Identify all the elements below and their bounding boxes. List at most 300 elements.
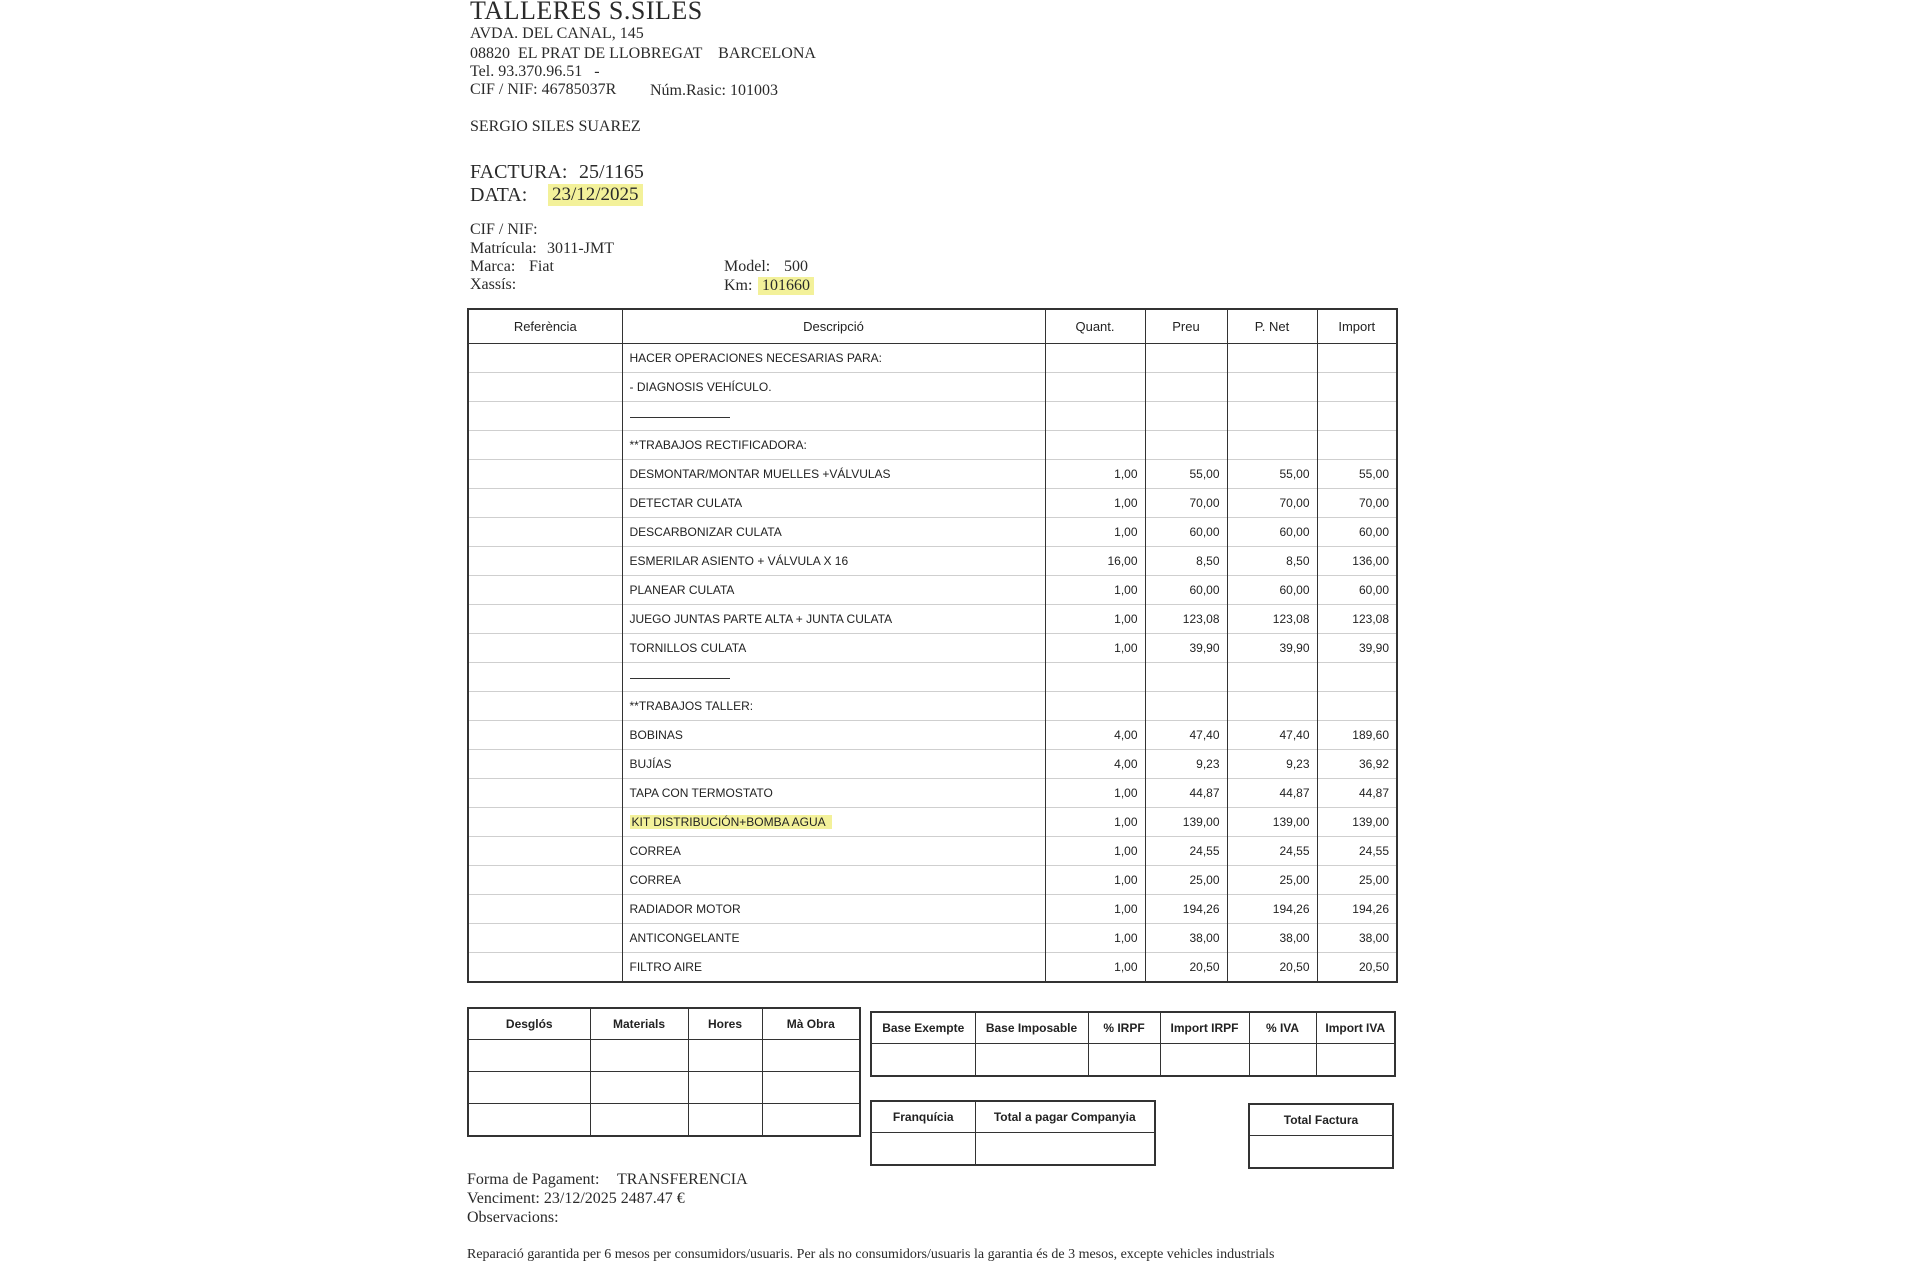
quantity-cell — [1045, 837, 1145, 866]
price-cell — [1145, 634, 1227, 663]
table-row — [468, 953, 1397, 983]
price-cell — [1145, 547, 1227, 576]
description-cell — [622, 431, 1045, 460]
description-cell-text: CORREA — [629, 844, 681, 858]
price-cell — [1145, 518, 1227, 547]
quantity-cell — [1045, 721, 1145, 750]
quantity-cell — [1045, 431, 1145, 460]
net-price-cell — [1227, 779, 1317, 808]
company-total-header: Total a pagar Companyia — [975, 1101, 1155, 1133]
km-label: Km: — [724, 277, 753, 294]
table-row — [468, 924, 1397, 953]
price-cell-text: 194,26 — [1182, 902, 1220, 916]
quantity-cell — [1045, 489, 1145, 518]
reference-cell — [468, 576, 622, 605]
model-value: 500 — [784, 258, 808, 275]
price-cell-text: 20,50 — [1189, 960, 1220, 974]
net-price-cell — [1227, 373, 1317, 402]
col-header-description: Descripció — [622, 309, 1045, 344]
net-price-cell — [1227, 663, 1317, 692]
table-row — [468, 837, 1397, 866]
description-cell — [622, 663, 1045, 692]
price-cell-text: 9,23 — [1196, 757, 1220, 771]
table-body — [468, 344, 1397, 983]
breakdown-cell — [762, 1072, 860, 1104]
amount-cell-text: 123,08 — [1352, 612, 1389, 626]
net-price-cell — [1227, 489, 1317, 518]
price-cell-text: 139,00 — [1182, 815, 1220, 829]
franchise-table — [870, 1100, 1156, 1166]
net-price-cell — [1227, 576, 1317, 605]
tax-cell — [975, 1044, 1088, 1077]
price-cell-text: 55,00 — [1189, 467, 1220, 481]
net-price-cell-text: 55,00 — [1279, 467, 1310, 481]
reference-cell — [468, 344, 622, 373]
description-cell-text: DESMONTAR/MONTAR MUELLES +VÁLVULAS — [629, 467, 891, 481]
description-cell — [622, 750, 1045, 779]
amount-cell — [1317, 576, 1397, 605]
reference-cell — [468, 518, 622, 547]
net-price-cell-text: 123,08 — [1272, 612, 1310, 626]
company-phone: Tel. 93.370.96.51 - — [470, 63, 600, 80]
quantity-cell-text: 1,00 — [1114, 960, 1138, 974]
plate-value: 3011-JMT — [547, 240, 614, 257]
description-cell — [622, 402, 1045, 431]
total-invoice-cell — [1249, 1136, 1393, 1169]
net-price-cell — [1227, 750, 1317, 779]
vat-percent-header: % IVA — [1249, 1012, 1316, 1044]
description-cell-text: BUJÍAS — [629, 757, 672, 771]
reference-cell — [468, 866, 622, 895]
quantity-cell-text: 1,00 — [1114, 873, 1138, 887]
price-cell — [1145, 837, 1227, 866]
tax-cell — [871, 1044, 975, 1077]
invoice-date-label: DATA: — [470, 184, 528, 206]
amount-cell-text: 44,87 — [1358, 786, 1389, 800]
table-row — [468, 663, 1397, 692]
company-name: TALLERES S.SILES — [470, 0, 703, 25]
tax-cell — [1088, 1044, 1160, 1077]
quantity-cell-text: 4,00 — [1114, 728, 1138, 742]
price-cell — [1145, 953, 1227, 983]
price-cell — [1145, 750, 1227, 779]
breakdown-cell — [762, 1104, 860, 1137]
breakdown-cell — [762, 1040, 860, 1072]
labour-header: Mà Obra — [762, 1008, 860, 1040]
reference-cell — [468, 721, 622, 750]
base-exempt-header: Base Exempte — [871, 1012, 975, 1044]
breakdown-cell — [468, 1040, 590, 1072]
description-cell — [622, 779, 1045, 808]
price-cell-text: 25,00 — [1189, 873, 1220, 887]
price-cell — [1145, 924, 1227, 953]
quantity-cell-text: 1,00 — [1114, 641, 1138, 655]
amount-cell — [1317, 431, 1397, 460]
quantity-cell — [1045, 518, 1145, 547]
quantity-cell — [1045, 663, 1145, 692]
breakdown-cell — [468, 1104, 590, 1137]
amount-cell-text: 194,26 — [1352, 902, 1389, 916]
price-cell-text: 38,00 — [1189, 931, 1220, 945]
invoice-number: 25/1165 — [579, 161, 644, 183]
quantity-cell — [1045, 460, 1145, 489]
quantity-cell — [1045, 576, 1145, 605]
net-price-cell-text: 25,00 — [1279, 873, 1310, 887]
amount-cell-text: 55,00 — [1358, 467, 1389, 481]
price-cell — [1145, 779, 1227, 808]
invoice-date: 23/12/2025 — [548, 184, 643, 206]
net-price-cell — [1227, 547, 1317, 576]
net-price-cell-text: 20,50 — [1279, 960, 1310, 974]
price-cell — [1145, 460, 1227, 489]
table-row — [468, 489, 1397, 518]
description-cell — [622, 547, 1045, 576]
amount-cell — [1317, 460, 1397, 489]
net-price-cell-text: 44,87 — [1279, 786, 1310, 800]
price-cell — [1145, 692, 1227, 721]
table-row — [468, 576, 1397, 605]
quantity-cell — [1045, 779, 1145, 808]
reference-cell — [468, 837, 622, 866]
description-cell-text: CORREA — [629, 873, 681, 887]
reference-cell — [468, 895, 622, 924]
net-price-cell-text: 8,50 — [1286, 554, 1310, 568]
net-price-cell — [1227, 518, 1317, 547]
total-invoice-header: Total Factura — [1249, 1104, 1393, 1136]
tax-table — [870, 1011, 1396, 1077]
col-header-net-price: P. Net — [1227, 309, 1317, 344]
breakdown-cell — [590, 1104, 688, 1137]
reference-cell — [468, 750, 622, 779]
description-cell — [622, 460, 1045, 489]
net-price-cell — [1227, 431, 1317, 460]
tax-cell — [1316, 1044, 1395, 1077]
reference-cell — [468, 692, 622, 721]
description-cell — [622, 344, 1045, 373]
amount-cell-text: 39,90 — [1358, 641, 1389, 655]
plate-label: Matrícula: — [470, 240, 537, 257]
franchise-cell — [871, 1133, 975, 1166]
breakdown-cell — [688, 1072, 762, 1104]
company-address: AVDA. DEL CANAL, 145 — [470, 25, 644, 42]
brand-value: Fiat — [529, 258, 554, 275]
amount-cell-text: 136,00 — [1352, 554, 1389, 568]
amount-cell — [1317, 924, 1397, 953]
invoice-items-table — [467, 308, 1398, 983]
description-cell-text: RADIADOR MOTOR — [629, 902, 741, 916]
amount-cell — [1317, 692, 1397, 721]
reference-cell — [468, 779, 622, 808]
breakdown-cell — [590, 1072, 688, 1104]
description-cell-text: DETECTAR CULATA — [629, 496, 743, 510]
description-cell — [622, 721, 1045, 750]
quantity-cell — [1045, 692, 1145, 721]
quantity-cell — [1045, 895, 1145, 924]
reference-cell — [468, 663, 622, 692]
materials-header: Materials — [590, 1008, 688, 1040]
price-cell-text: 24,55 — [1189, 844, 1220, 858]
franchise-header: Franquícia — [871, 1101, 975, 1133]
price-cell — [1145, 721, 1227, 750]
table-row — [468, 344, 1397, 373]
description-cell-text: TORNILLOS CULATA — [629, 641, 747, 655]
description-cell — [622, 924, 1045, 953]
payment-method-label: Forma de Pagament: — [467, 1171, 600, 1188]
chassis-label: Xassís: — [470, 276, 517, 293]
table-row — [468, 634, 1397, 663]
price-cell — [1145, 576, 1227, 605]
amount-cell — [1317, 663, 1397, 692]
net-price-cell — [1227, 460, 1317, 489]
net-price-cell-text: 9,23 — [1286, 757, 1310, 771]
description-cell — [622, 895, 1045, 924]
total-table — [1248, 1103, 1394, 1169]
description-cell-text: KIT DISTRIBUCIÓN+BOMBA AGUA — [630, 815, 832, 829]
net-price-cell-text: 38,00 — [1279, 931, 1310, 945]
net-price-cell — [1227, 344, 1317, 373]
brand-label: Marca: — [470, 258, 516, 275]
net-price-cell-text: 24,55 — [1279, 844, 1310, 858]
irpf-percent-header: % IRPF — [1088, 1012, 1160, 1044]
reference-cell — [468, 373, 622, 402]
amount-cell — [1317, 808, 1397, 837]
price-cell — [1145, 402, 1227, 431]
amount-cell — [1317, 547, 1397, 576]
vat-amount-header: Import IVA — [1316, 1012, 1395, 1044]
net-price-cell — [1227, 605, 1317, 634]
description-cell-text: **TRABAJOS RECTIFICADORA: — [629, 438, 807, 452]
reference-cell — [468, 489, 622, 518]
reference-cell — [468, 924, 622, 953]
description-cell — [622, 808, 1045, 837]
tax-cell — [1249, 1044, 1316, 1077]
net-price-cell — [1227, 721, 1317, 750]
net-price-cell — [1227, 692, 1317, 721]
reference-cell — [468, 431, 622, 460]
price-cell-text: 44,87 — [1189, 786, 1220, 800]
quantity-cell — [1045, 866, 1145, 895]
table-row — [468, 895, 1397, 924]
amount-cell — [1317, 402, 1397, 431]
reference-cell — [468, 402, 622, 431]
quantity-cell-text: 1,00 — [1114, 786, 1138, 800]
net-price-cell — [1227, 634, 1317, 663]
hours-header: Hores — [688, 1008, 762, 1040]
description-cell — [622, 837, 1045, 866]
net-price-cell-text: 39,90 — [1279, 641, 1310, 655]
quantity-cell-text: 1,00 — [1114, 467, 1138, 481]
net-price-cell — [1227, 837, 1317, 866]
irpf-amount-header: Import IRPF — [1160, 1012, 1249, 1044]
table-row — [468, 460, 1397, 489]
table-header-row — [468, 309, 1397, 344]
quantity-cell-text: 1,00 — [1114, 496, 1138, 510]
amount-cell — [1317, 344, 1397, 373]
quantity-cell-text: 1,00 — [1114, 902, 1138, 916]
breakdown-cell — [590, 1040, 688, 1072]
amount-cell — [1317, 750, 1397, 779]
reference-cell — [468, 808, 622, 837]
quantity-cell — [1045, 634, 1145, 663]
description-cell-text: BOBINAS — [629, 728, 683, 742]
net-price-cell-text: 139,00 — [1272, 815, 1310, 829]
col-header-reference: Referència — [468, 309, 622, 344]
km-value: 101660 — [758, 277, 814, 295]
quantity-cell-text: 1,00 — [1114, 815, 1138, 829]
table-row — [468, 779, 1397, 808]
amount-cell — [1317, 779, 1397, 808]
net-price-cell — [1227, 808, 1317, 837]
amount-cell-text: 38,00 — [1358, 931, 1389, 945]
description-cell-text: JUEGO JUNTAS PARTE ALTA + JUNTA CULATA — [629, 612, 893, 626]
price-cell-text: 47,40 — [1189, 728, 1220, 742]
quantity-cell-text: 16,00 — [1107, 554, 1138, 568]
table-row — [468, 518, 1397, 547]
table-row — [468, 692, 1397, 721]
company-owner: SERGIO SILES SUAREZ — [470, 118, 641, 135]
payment-method: TRANSFERENCIA — [617, 1171, 748, 1188]
net-price-cell — [1227, 953, 1317, 983]
price-cell-text: 123,08 — [1182, 612, 1220, 626]
description-cell — [622, 518, 1045, 547]
quantity-cell-text: 1,00 — [1114, 612, 1138, 626]
tax-cell — [1160, 1044, 1249, 1077]
quantity-cell — [1045, 750, 1145, 779]
description-cell — [622, 866, 1045, 895]
separator-line — [630, 416, 730, 418]
amount-cell-text: 24,55 — [1358, 844, 1389, 858]
amount-cell — [1317, 634, 1397, 663]
reference-cell — [468, 605, 622, 634]
description-cell-text: TAPA CON TERMOSTATO — [629, 786, 773, 800]
table-row — [468, 808, 1397, 837]
net-price-cell-text: 60,00 — [1279, 583, 1310, 597]
quantity-cell — [1045, 808, 1145, 837]
amount-cell — [1317, 518, 1397, 547]
net-price-cell-text: 47,40 — [1279, 728, 1310, 742]
price-cell — [1145, 808, 1227, 837]
table-row — [468, 750, 1397, 779]
net-price-cell-text: 194,26 — [1272, 902, 1310, 916]
description-cell-text: DESCARBONIZAR CULATA — [629, 525, 782, 539]
price-cell — [1145, 344, 1227, 373]
net-price-cell-text: 70,00 — [1279, 496, 1310, 510]
amount-cell — [1317, 837, 1397, 866]
net-price-cell — [1227, 866, 1317, 895]
breakdown-cell — [468, 1072, 590, 1104]
price-cell-text: 39,90 — [1189, 641, 1220, 655]
model-label: Model: — [724, 258, 771, 275]
description-cell-text: ESMERILAR ASIENTO + VÁLVULA X 16 — [629, 554, 849, 568]
price-cell — [1145, 373, 1227, 402]
description-cell-text: **TRABAJOS TALLER: — [629, 699, 754, 713]
taxable-base-header: Base Imposable — [975, 1012, 1088, 1044]
price-cell — [1145, 866, 1227, 895]
price-cell-text: 60,00 — [1189, 583, 1220, 597]
amount-cell — [1317, 866, 1397, 895]
amount-cell — [1317, 373, 1397, 402]
due-date: Venciment: 23/12/2025 2487.47 € — [467, 1190, 685, 1207]
description-cell — [622, 489, 1045, 518]
reference-cell — [468, 953, 622, 983]
description-cell-text: - DIAGNOSIS VEHÍCULO. — [629, 380, 772, 394]
description-cell — [622, 605, 1045, 634]
col-header-amount: Import — [1317, 309, 1397, 344]
quantity-cell-text: 1,00 — [1114, 583, 1138, 597]
amount-cell-text: 139,00 — [1352, 815, 1389, 829]
table-row — [468, 605, 1397, 634]
invoice-number-label: FACTURA: — [470, 161, 568, 183]
description-cell-text: FILTRO AIRE — [629, 960, 702, 974]
table-row — [468, 721, 1397, 750]
breakdown-cell — [688, 1040, 762, 1072]
amount-cell-text: 189,60 — [1352, 728, 1389, 742]
quantity-cell — [1045, 344, 1145, 373]
amount-cell — [1317, 605, 1397, 634]
amount-cell-text: 25,00 — [1358, 873, 1389, 887]
quantity-cell — [1045, 547, 1145, 576]
separator-line — [630, 677, 730, 679]
description-cell — [622, 953, 1045, 983]
col-header-quantity: Quant. — [1045, 309, 1145, 344]
price-cell-text: 70,00 — [1189, 496, 1220, 510]
breakdown-header: Desglós — [468, 1008, 590, 1040]
price-cell — [1145, 431, 1227, 460]
net-price-cell — [1227, 924, 1317, 953]
price-cell — [1145, 605, 1227, 634]
breakdown-table — [467, 1007, 861, 1137]
amount-cell-text: 20,50 — [1358, 960, 1389, 974]
description-cell — [622, 692, 1045, 721]
breakdown-cell — [688, 1104, 762, 1137]
amount-cell — [1317, 721, 1397, 750]
table-row — [468, 431, 1397, 460]
warranty-note: Reparació garantida per 6 mesos per consumidors/usuaris. Per als no consumidors/usuaris la garantia és de 3 mesos, excepte vehicles industrials — [467, 1247, 1275, 1262]
net-price-cell-text: 60,00 — [1279, 525, 1310, 539]
description-cell — [622, 576, 1045, 605]
company-cif: CIF / NIF: 46785037R — [470, 81, 617, 98]
table-row — [468, 866, 1397, 895]
amount-cell — [1317, 489, 1397, 518]
quantity-cell — [1045, 605, 1145, 634]
company-rasic: Núm.Rasic: 101003 — [650, 82, 778, 99]
observations-label: Observacions: — [467, 1209, 559, 1226]
quantity-cell-text: 1,00 — [1114, 525, 1138, 539]
price-cell — [1145, 895, 1227, 924]
reference-cell — [468, 460, 622, 489]
company-total-cell — [975, 1133, 1155, 1166]
price-cell — [1145, 489, 1227, 518]
col-header-price: Preu — [1145, 309, 1227, 344]
price-cell-text: 8,50 — [1196, 554, 1220, 568]
description-cell-text: PLANEAR CULATA — [629, 583, 735, 597]
quantity-cell — [1045, 402, 1145, 431]
reference-cell — [468, 634, 622, 663]
quantity-cell-text: 1,00 — [1114, 931, 1138, 945]
description-cell-text: ANTICONGELANTE — [629, 931, 740, 945]
net-price-cell — [1227, 895, 1317, 924]
description-cell — [622, 634, 1045, 663]
description-cell — [622, 373, 1045, 402]
client-cif-label: CIF / NIF: — [470, 221, 538, 238]
table-row — [468, 402, 1397, 431]
amount-cell-text: 60,00 — [1358, 583, 1389, 597]
quantity-cell — [1045, 953, 1145, 983]
table-row — [468, 373, 1397, 402]
price-cell-text: 60,00 — [1189, 525, 1220, 539]
quantity-cell — [1045, 924, 1145, 953]
reference-cell — [468, 547, 622, 576]
